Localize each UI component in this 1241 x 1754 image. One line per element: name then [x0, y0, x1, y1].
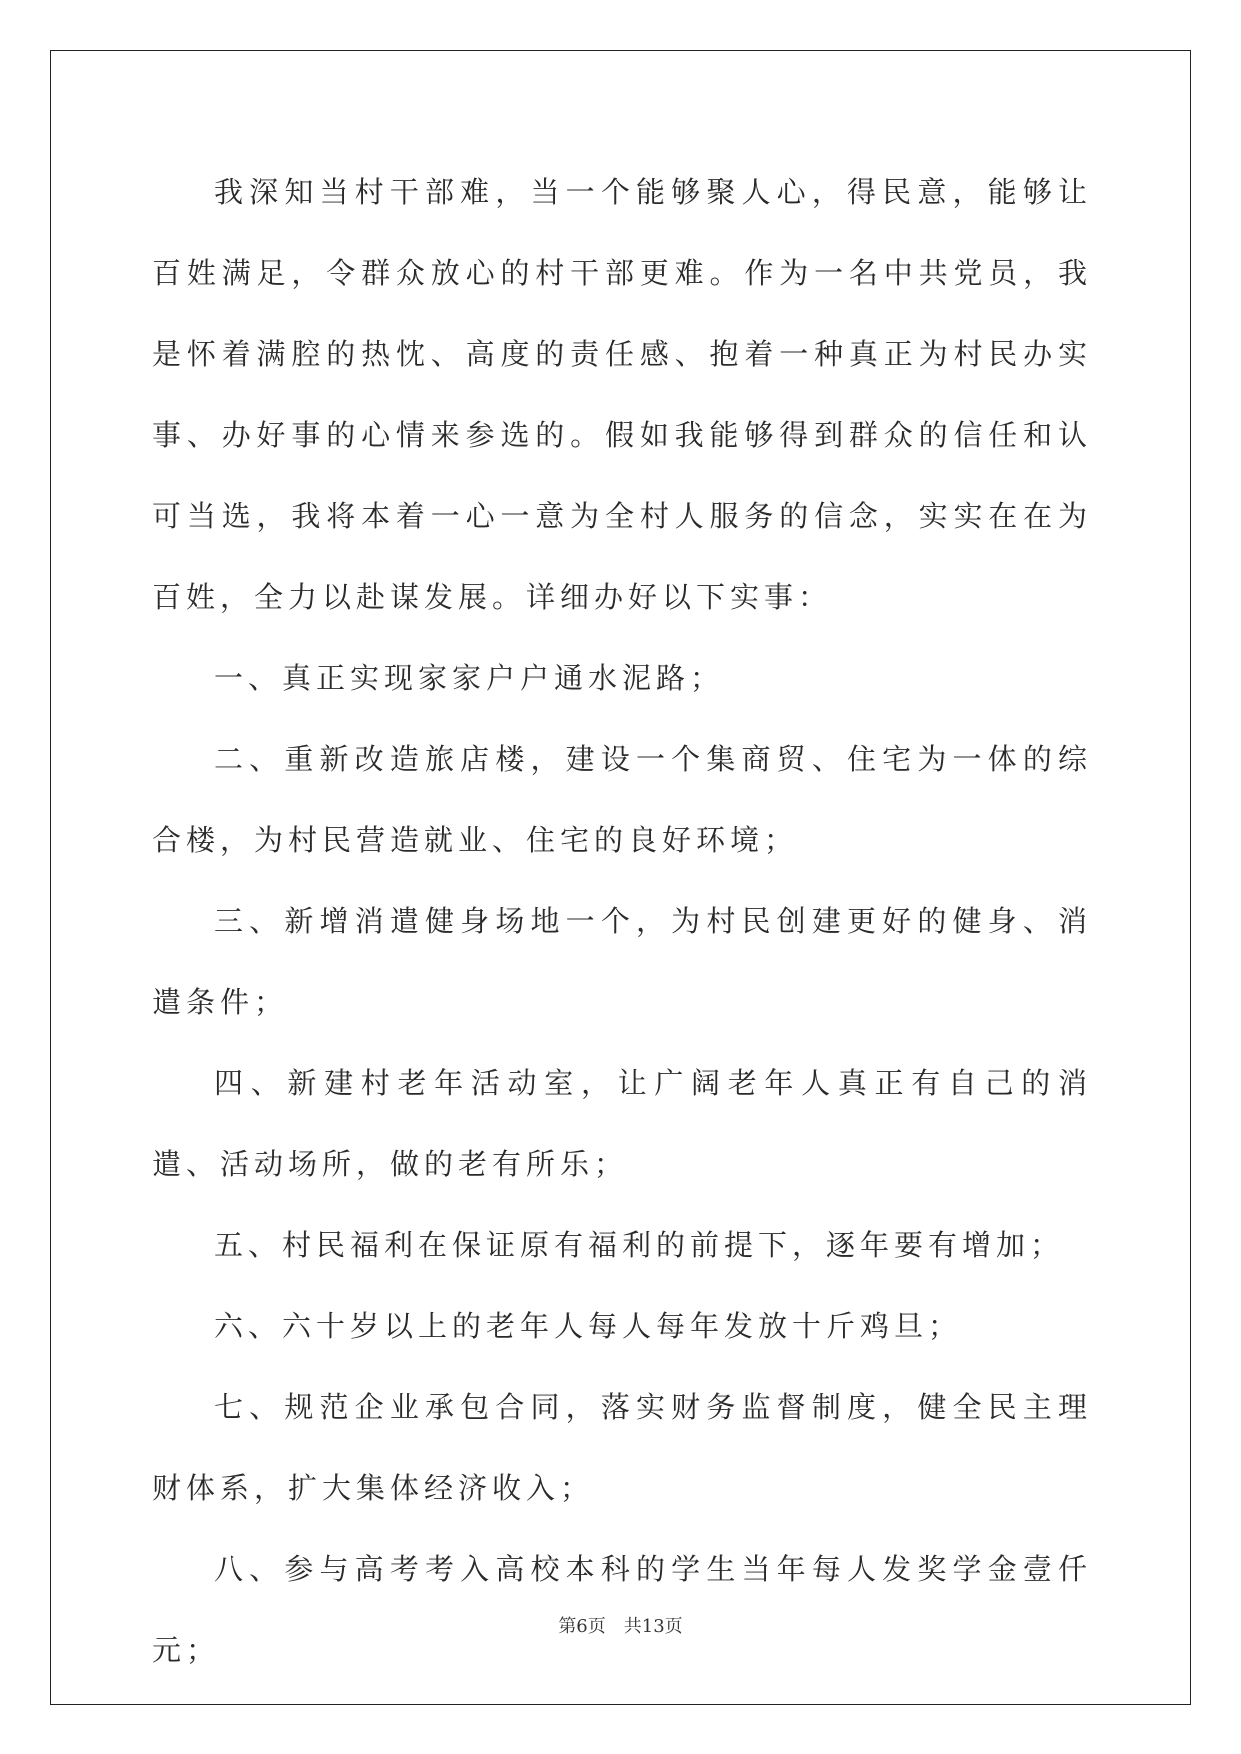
list-item: 五、村民福利在保证原有福利的前提下，逐年要有增加；	[214, 1228, 1065, 1262]
page-footer	[0, 1612, 1241, 1638]
list-item: 八、参与高考考入高校本科的学生当年每人发奖学金壹仟元；	[152, 1552, 1092, 1667]
paragraph-intro: 我深知当村干部难，当一个能够聚人心，得民意，能够让百姓满足，令群众放心的村干部更难。作为一名中共党员，我是怀着满腔的热忱、高度的责任感、抱着一种真正为村民办实事、办好事的心情来参选的。假如我能够得到群众的信任和认可当选，我将本着一心一意为全村人服务的信念，实实在在为百姓，全力以赴谋发展。详细办好以下实事：	[152, 175, 1092, 614]
document-body	[152, 152, 1092, 1691]
list-item: 三、新增消遣健身场地一个，为村民创建更好的健身、消遣条件；	[152, 904, 1092, 1019]
list-item: 七、规范企业承包合同，落实财务监督制度，健全民主理财体系，扩大集体经济收入；	[152, 1390, 1092, 1505]
page-number: 第6页	[558, 1616, 606, 1637]
list-item: 四、新建村老年活动室，让广阔老年人真正有自己的消遣、活动场所，做的老有所乐；	[152, 1066, 1092, 1181]
list-item: 二、重新改造旅店楼，建设一个集商贸、住宅为一体的综合楼，为村民营造就业、住宅的良好环境；	[152, 742, 1092, 857]
page-total: 共13页	[623, 1616, 683, 1637]
list-item: 一、真正实现家家户户通水泥路；	[214, 661, 725, 695]
list-item: 六、六十岁以上的老年人每人每年发放十斤鸡旦；	[214, 1309, 963, 1343]
